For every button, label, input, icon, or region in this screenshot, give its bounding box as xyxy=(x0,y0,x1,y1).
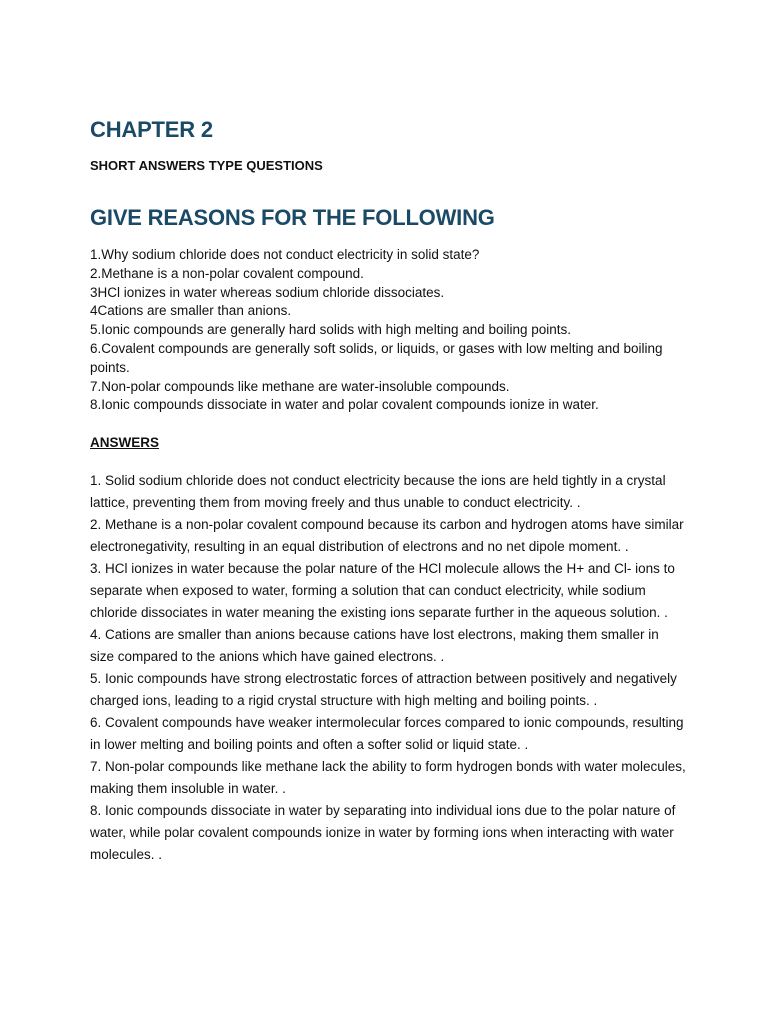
question-item: 8.Ionic compounds dissociate in water and polar covalent compounds ionize in water. xyxy=(90,397,599,413)
answer-item: 1. Solid sodium chloride does not conduct electricity because the ions are held tightly in a crystal lattice, preventing them from moving freely and thus unable to conduct electricity. . xyxy=(90,473,666,510)
section-title: GIVE REASONS FOR THE FOLLOWING xyxy=(90,205,495,230)
question-item: 3HCl ionizes in water whereas sodium chloride dissociates. xyxy=(90,284,445,300)
question-item: 5.Ionic compounds are generally hard solids with high melting and boiling points. xyxy=(90,322,572,338)
answers-heading: ANSWERS xyxy=(90,435,160,450)
answer-item: 4. Cations are smaller than anions because cations have lost electrons, making them smaller in size compared to the anions which have gained electrons. . xyxy=(90,627,659,664)
answer-item: 7. Non-polar compounds like methane lack the ability to form hydrogen bonds with water molecules, making them insoluble in water. . xyxy=(90,759,686,796)
answer-item: 3. HCl ionizes in water because the polar nature of the HCl molecule allows the H+ and Cl- ions to separate when exposed to water, forming a solution that can conduct electricity, while sodium chloride dissociates in water meaning the existing ions separate further in the aqueous solution. . xyxy=(90,561,675,620)
answer-item: 6. Covalent compounds have weaker intermolecular forces compared to ionic compounds, resulting in lower melting and boiling points and often a softer solid or liquid state. . xyxy=(90,715,684,752)
chapter-title: CHAPTER 2 xyxy=(90,117,213,142)
chapter-subtitle: SHORT ANSWERS TYPE QUESTIONS xyxy=(90,158,323,173)
answers-list xyxy=(90,470,686,866)
question-item: 7.Non-polar compounds like methane are water-insoluble compounds. xyxy=(90,378,510,394)
question-item: 6.Covalent compounds are generally soft solids, or liquids, or gases with low melting and boiling points. xyxy=(90,340,663,375)
question-item: 4Cations are smaller than anions. xyxy=(90,303,292,319)
question-item: 1.Why sodium chloride does not conduct electricity in solid state? xyxy=(90,247,480,262)
answer-item: 2. Methane is a non-polar covalent compound because its carbon and hydrogen atoms have similar electronegativity, resulting in an equal distribution of electrons and no net dipole moment. . xyxy=(90,517,684,554)
questions-list xyxy=(90,246,686,415)
question-item: 2.Methane is a non-polar covalent compound. xyxy=(90,265,364,281)
answer-item: 8. Ionic compounds dissociate in water by separating into individual ions due to the polar nature of water, while polar covalent compounds ionize in water by forming ions when interacting with water molecules. . xyxy=(90,803,676,862)
answer-item: 5. Ionic compounds have strong electrostatic forces of attraction between positively and negatively charged ions, leading to a rigid crystal structure with high melting and boiling points. . xyxy=(90,671,677,708)
